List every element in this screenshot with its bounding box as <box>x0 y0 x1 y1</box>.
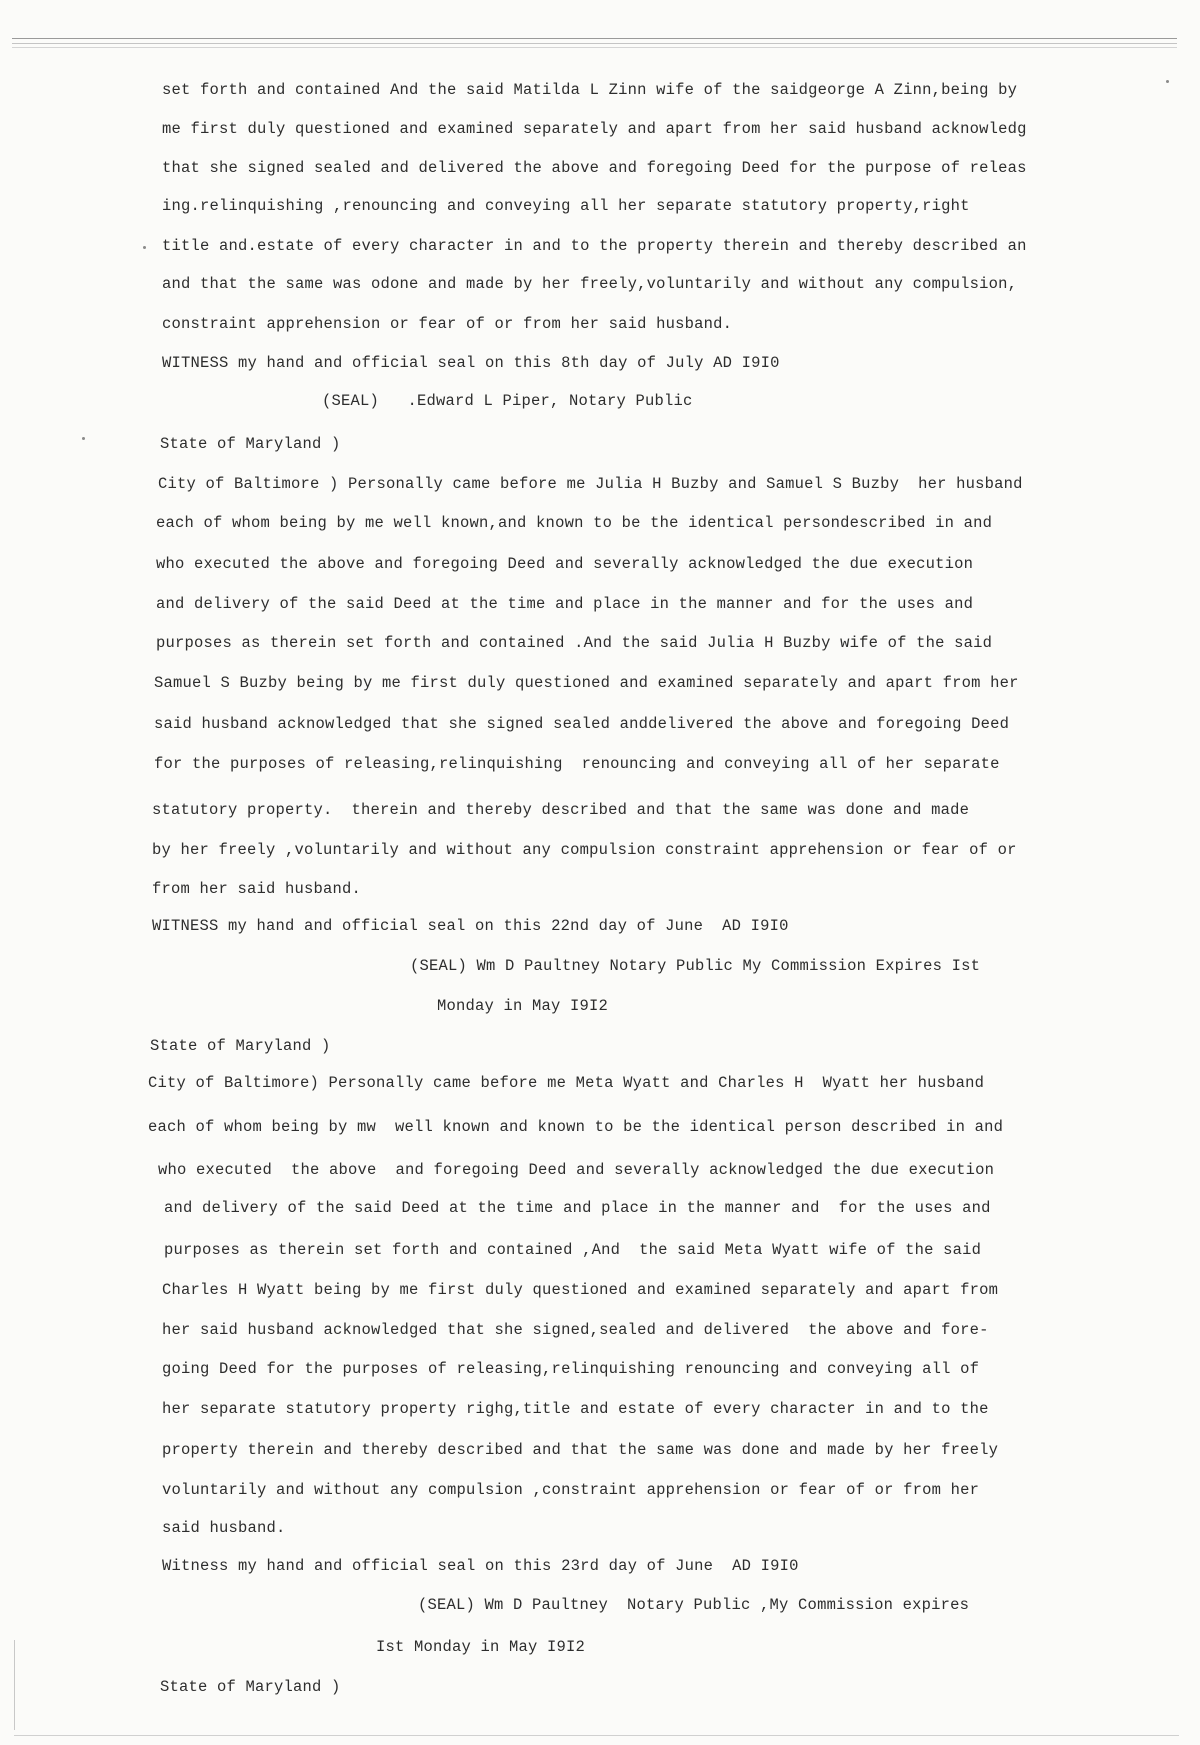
text-line: purposes as therein set forth and contained ,And the said Meta Wyatt wife of the said <box>164 1241 982 1259</box>
left-margin-rule <box>14 1640 15 1730</box>
text-line: who executed the above and foregoing Deed and severally acknowledged the due execution <box>156 555 974 573</box>
witness-line: WITNESS my hand and official seal on this 8th day of July AD I9I0 <box>162 354 780 372</box>
text-line: State of Maryland ) <box>160 435 341 453</box>
text-line: State of Maryland ) <box>150 1037 331 1055</box>
text-line: voluntarily and without any compulsion ,constraint apprehension or fear of or from her <box>162 1481 980 1499</box>
speck-mark <box>1166 80 1169 83</box>
text-line: and delivery of the said Deed at the time and place in the manner and for the uses and <box>164 1199 991 1217</box>
seal-signature-line: (SEAL) Wm D Paultney Notary Public My Commission Expires Ist <box>410 957 981 975</box>
text-line: Charles H Wyatt being by me first duly questioned and examined separately and apart from <box>162 1281 999 1299</box>
seal-signature-line: (SEAL) Wm D Paultney Notary Public ,My Commission expires <box>418 1596 970 1614</box>
top-rule-tertiary <box>12 47 1177 48</box>
text-line: and that the same was odone and made by her freely,voluntarily and without any compulsion, <box>162 275 1018 293</box>
text-line: ing.relinquishing ,renouncing and conveying all her separate statutory property,right <box>162 197 970 215</box>
commission-expiry-line: Ist Monday in May I9I2 <box>376 1638 586 1656</box>
text-line: City of Baltimore ) Personally came before me Julia H Buzby and Samuel S Buzby her husband <box>158 475 1023 493</box>
text-line: statutory property. therein and thereby described and that the same was done and made <box>152 801 970 819</box>
text-line: her said husband acknowledged that she signed,sealed and delivered the above and fore- <box>162 1321 989 1339</box>
speck-mark <box>82 437 85 440</box>
top-rule-secondary <box>12 43 1177 44</box>
top-rule <box>12 38 1177 39</box>
text-line: said husband. <box>162 1519 286 1537</box>
text-line: said husband acknowledged that she signed sealed anddelivered the above and foregoing Deed <box>154 715 1010 733</box>
text-line: who executed the above and foregoing Deed and severally acknowledged the due execution <box>158 1161 995 1179</box>
text-line: constraint apprehension or fear of or from her said husband. <box>162 315 733 333</box>
text-line: and delivery of the said Deed at the time and place in the manner and for the uses and <box>156 595 974 613</box>
text-line: City of Baltimore) Personally came before me Meta Wyatt and Charles H Wyatt her husband <box>148 1074 985 1092</box>
text-line: by her freely ,voluntarily and without any compulsion constraint apprehension or fear of or <box>152 841 1017 859</box>
speck-mark <box>143 246 146 249</box>
text-line: purposes as therein set forth and contained .And the said Julia H Buzby wife of the said <box>156 634 993 652</box>
text-line: property therein and thereby described and that the same was done and made by her freely <box>162 1441 999 1459</box>
seal-signature-line: (SEAL) .Edward L Piper, Notary Public <box>322 392 693 410</box>
text-line: her separate statutory property righg,title and estate of every character in and to the <box>162 1400 989 1418</box>
text-line: for the purposes of releasing,relinquishing renouncing and conveying all of her separate <box>154 755 1000 773</box>
text-line: set forth and contained And the said Matilda L Zinn wife of the saidgeorge A Zinn,being by <box>162 81 1018 99</box>
text-line: that she signed sealed and delivered the above and foregoing Deed for the purpose of releas <box>162 159 1027 177</box>
text-line: going Deed for the purposes of releasing,relinquishing renouncing and conveying all of <box>162 1360 980 1378</box>
text-line: each of whom being by mw well known and known to be the identical person described in and <box>148 1118 1004 1136</box>
witness-line: Witness my hand and official seal on this 23rd day of June AD I9I0 <box>162 1557 799 1575</box>
witness-line: WITNESS my hand and official seal on this 22nd day of June AD I9I0 <box>152 917 789 935</box>
text-line: each of whom being by me well known,and known to be the identical persondescribed in and <box>156 514 993 532</box>
text-line: from her said husband. <box>152 880 362 898</box>
bottom-rule <box>14 1735 1179 1736</box>
text-line: State of Maryland ) <box>160 1678 341 1696</box>
commission-expiry-line: Monday in May I9I2 <box>437 997 609 1015</box>
text-line: me first duly questioned and examined separately and apart from her said husband acknowledg <box>162 120 1027 138</box>
text-line: Samuel S Buzby being by me first duly questioned and examined separately and apart from her <box>154 674 1019 692</box>
text-line: title and.estate of every character in and to the property therein and thereby described an <box>162 237 1027 255</box>
